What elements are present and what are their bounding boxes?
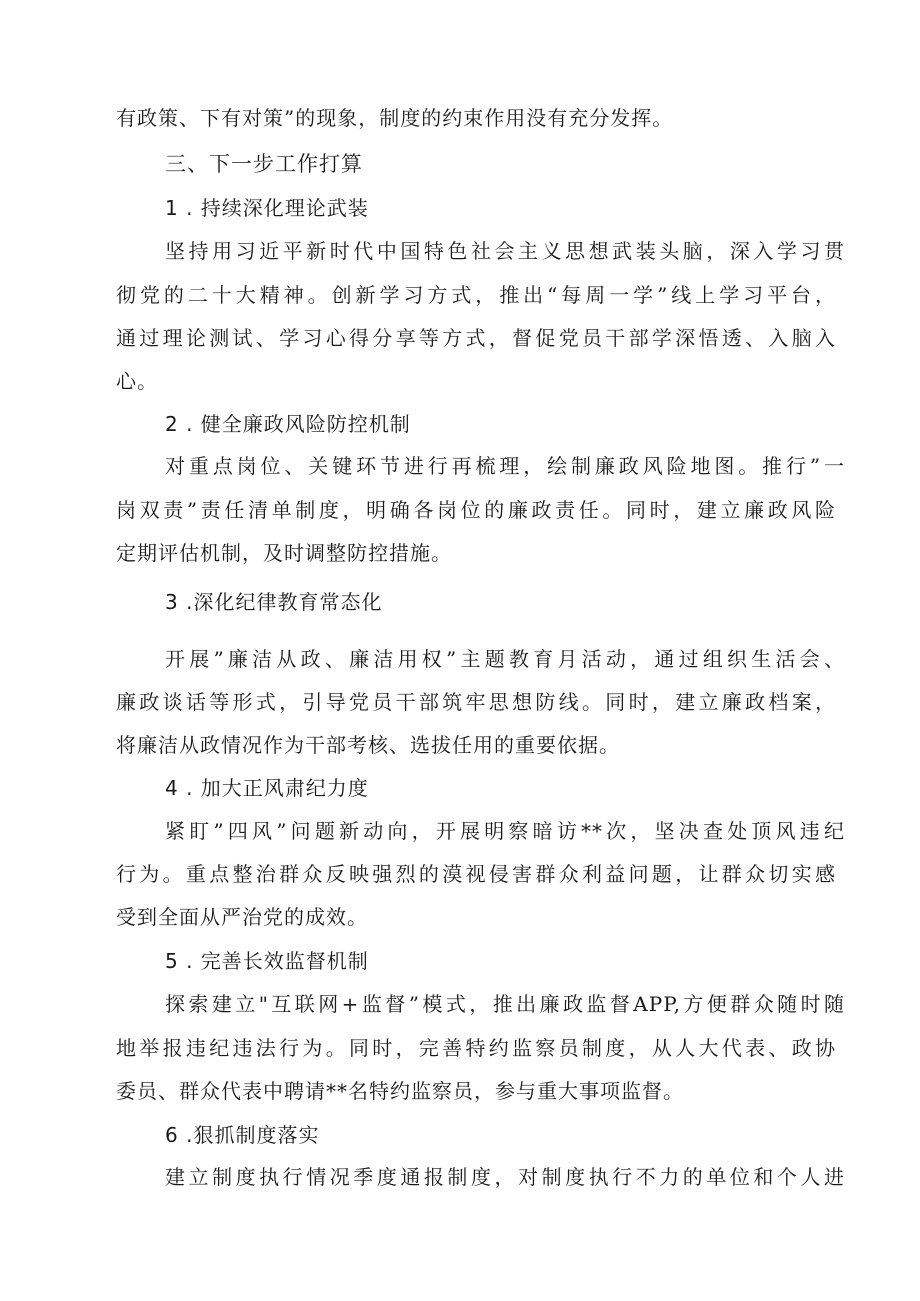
item-title: 4 . 加大正风肃纪力度 [165,776,369,800]
item-title: 1 . 持续深化理论武装 [165,196,369,220]
intro-line: 有政策、下有对策”的现象，制度的约束作用没有充分发挥。 [116,106,674,130]
paragraph-line: 开展”廉洁从政、廉洁用权”主题教育月活动，通过组织生活会、 [165,647,845,671]
paragraph-line: 彻党的二十大精神。创新学习方式，推出“每周一学”线上学习平台， [116,283,836,307]
item-title: 6 .狠抓制度落实 [165,1123,320,1147]
paragraph-line: 将廉洁从政情况作为干部考核、选拔任用的重要依据。 [116,733,620,757]
paragraph-line: 建立制度执行情况季度通报制度，对制度执行不力的单位和个人进 [165,1165,845,1189]
paragraph-line: 委员、群众代表中聘请**名特约监察员，参与重大事项监督。 [116,1079,684,1103]
paragraph-line: 紧盯”四风”问题新动向，开展明察暗访**次，坚决查处顶风违纪 [165,819,845,843]
item-title: 5 . 完善长效监督机制 [165,949,369,973]
paragraph-line: 通过理论测试、学习心得分享等方式，督促党员干部学深悟透、入脑入 [116,326,836,350]
paragraph-line: 对重点岗位、关键环节进行再梳理，绘制廉政风险地图。推行”一 [165,454,845,478]
section-title: 三、下一步工作打算 [165,152,363,176]
paragraph-line: 岗双责”责任清单制度，明确各岗位的廉政责任。同时，建立廉政风险 [116,498,836,522]
paragraph-line: 探索建立"互联网+监督”模式，推出廉政监督APP,方便群众随时随 [165,992,845,1016]
paragraph-line: 廉政谈话等形式，引导党员干部筑牢思想防线。同时，建立廉政档案， [116,690,836,714]
paragraph-line: 受到全面从严治党的成效。 [116,905,368,929]
paragraph-line: 坚持用习近平新时代中国特色社会主义思想武装头脑，深入学习贯 [165,239,845,263]
item-title: 2 . 健全廉政风险防控机制 [165,412,411,436]
item-title: 3 .深化纪律教育常态化 [165,590,383,614]
paragraph-line: 心。 [116,369,158,393]
paragraph-line: 定期评估机制，及时调整防控措施。 [116,541,452,565]
paragraph-line: 地举报违纪违法行为。同时，完善特约监察员制度，从人大代表、政协 [116,1036,836,1060]
paragraph-line: 行为。重点整治群众反映强烈的漠视侵害群众利益问题，让群众切实感 [116,862,836,886]
